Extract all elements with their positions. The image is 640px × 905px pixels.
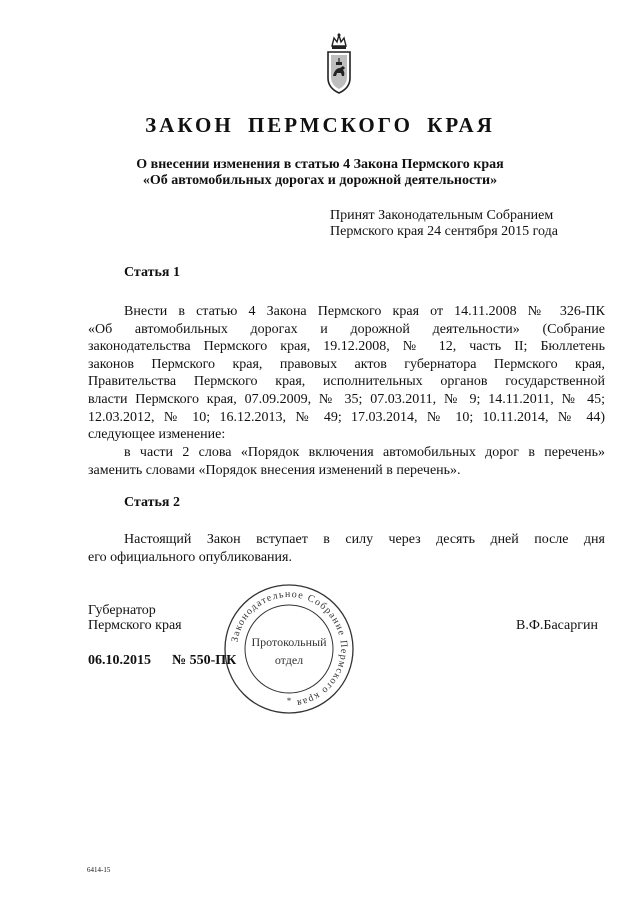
paragraph-line: следующее изменение: [88,427,226,443]
adoption-line: Пермского края 24 сентября 2015 года [330,224,558,239]
official-stamp [222,582,356,716]
article-1-heading: Статья 1 [124,265,180,280]
position-line: Пермского края [88,618,182,633]
stamp-center-line: Протокольный [251,635,327,649]
stamp-ring-text: Законодательное Собрание Пермского края [229,588,350,709]
law-date: 06.10.2015 [88,653,151,668]
paragraph-line: в части 2 слова «Порядок включения автомобильных дорог в перечень» [124,445,605,460]
stamp-star-icon: * [286,696,292,706]
paragraph-line: законодательства Пермского края, 19.12.2008, № 12, часть II; Бюллетень [88,339,605,355]
article-1-paragraph-1 [88,303,605,444]
document-code: 6414-15 [87,866,111,874]
law-number: № 550-ПК [172,653,237,668]
article-2-heading: Статья 2 [124,495,180,510]
paragraph-line: законов Пермского края, правовых актов губернатора Пермского края, [88,356,605,372]
paragraph-line: Правительства Пермского края, исполнительных органов государственной [88,374,605,390]
coat-of-arms-icon [325,32,353,96]
subtitle-line: О внесении изменения в статью 4 Закона Пермского края [136,157,504,172]
paragraph-line: заменить словами «Порядок внесения изменений в перечень». [88,462,461,478]
paragraph-line: Настоящий Закон вступает в силу через десять дней после дня [124,532,605,547]
signatory-name: В.Ф.Басаргин [516,618,598,633]
paragraph-line: 12.03.2012, № 10; 16.12.2013, № 49; 17.03.2014, № 10; 10.11.2014, № 44) [88,409,605,425]
law-date-number [88,653,236,669]
paragraph-line: власти Пермского края, 07.09.2009, № 35; 07.03.2011, № 9; 14.11.2011, № 45; [88,391,605,407]
paragraph-line: Внести в статью 4 Закона Пермского края от 14.11.2008 № 326-ПК [124,304,605,319]
signatory-position [88,603,182,633]
adoption-note [330,208,558,240]
document-subtitle [0,157,640,189]
subtitle-line: «Об автомобильных дорогах и дорожной деятельности» [142,173,498,188]
article-2-paragraph [88,531,605,566]
stamp-center-line: отдел [274,653,304,667]
position-line: Губернатор [88,603,156,618]
article-1-paragraph-2 [88,444,605,479]
paragraph-line: его официального опубликования. [88,549,292,565]
adoption-line: Принят Законодательным Собранием [330,208,554,223]
document-title: ЗАКОН ПЕРМСКОГО КРАЯ [145,113,495,137]
paragraph-line: «Об автомобильных дорогах и дорожной деятельности» (Собрание [88,321,605,337]
